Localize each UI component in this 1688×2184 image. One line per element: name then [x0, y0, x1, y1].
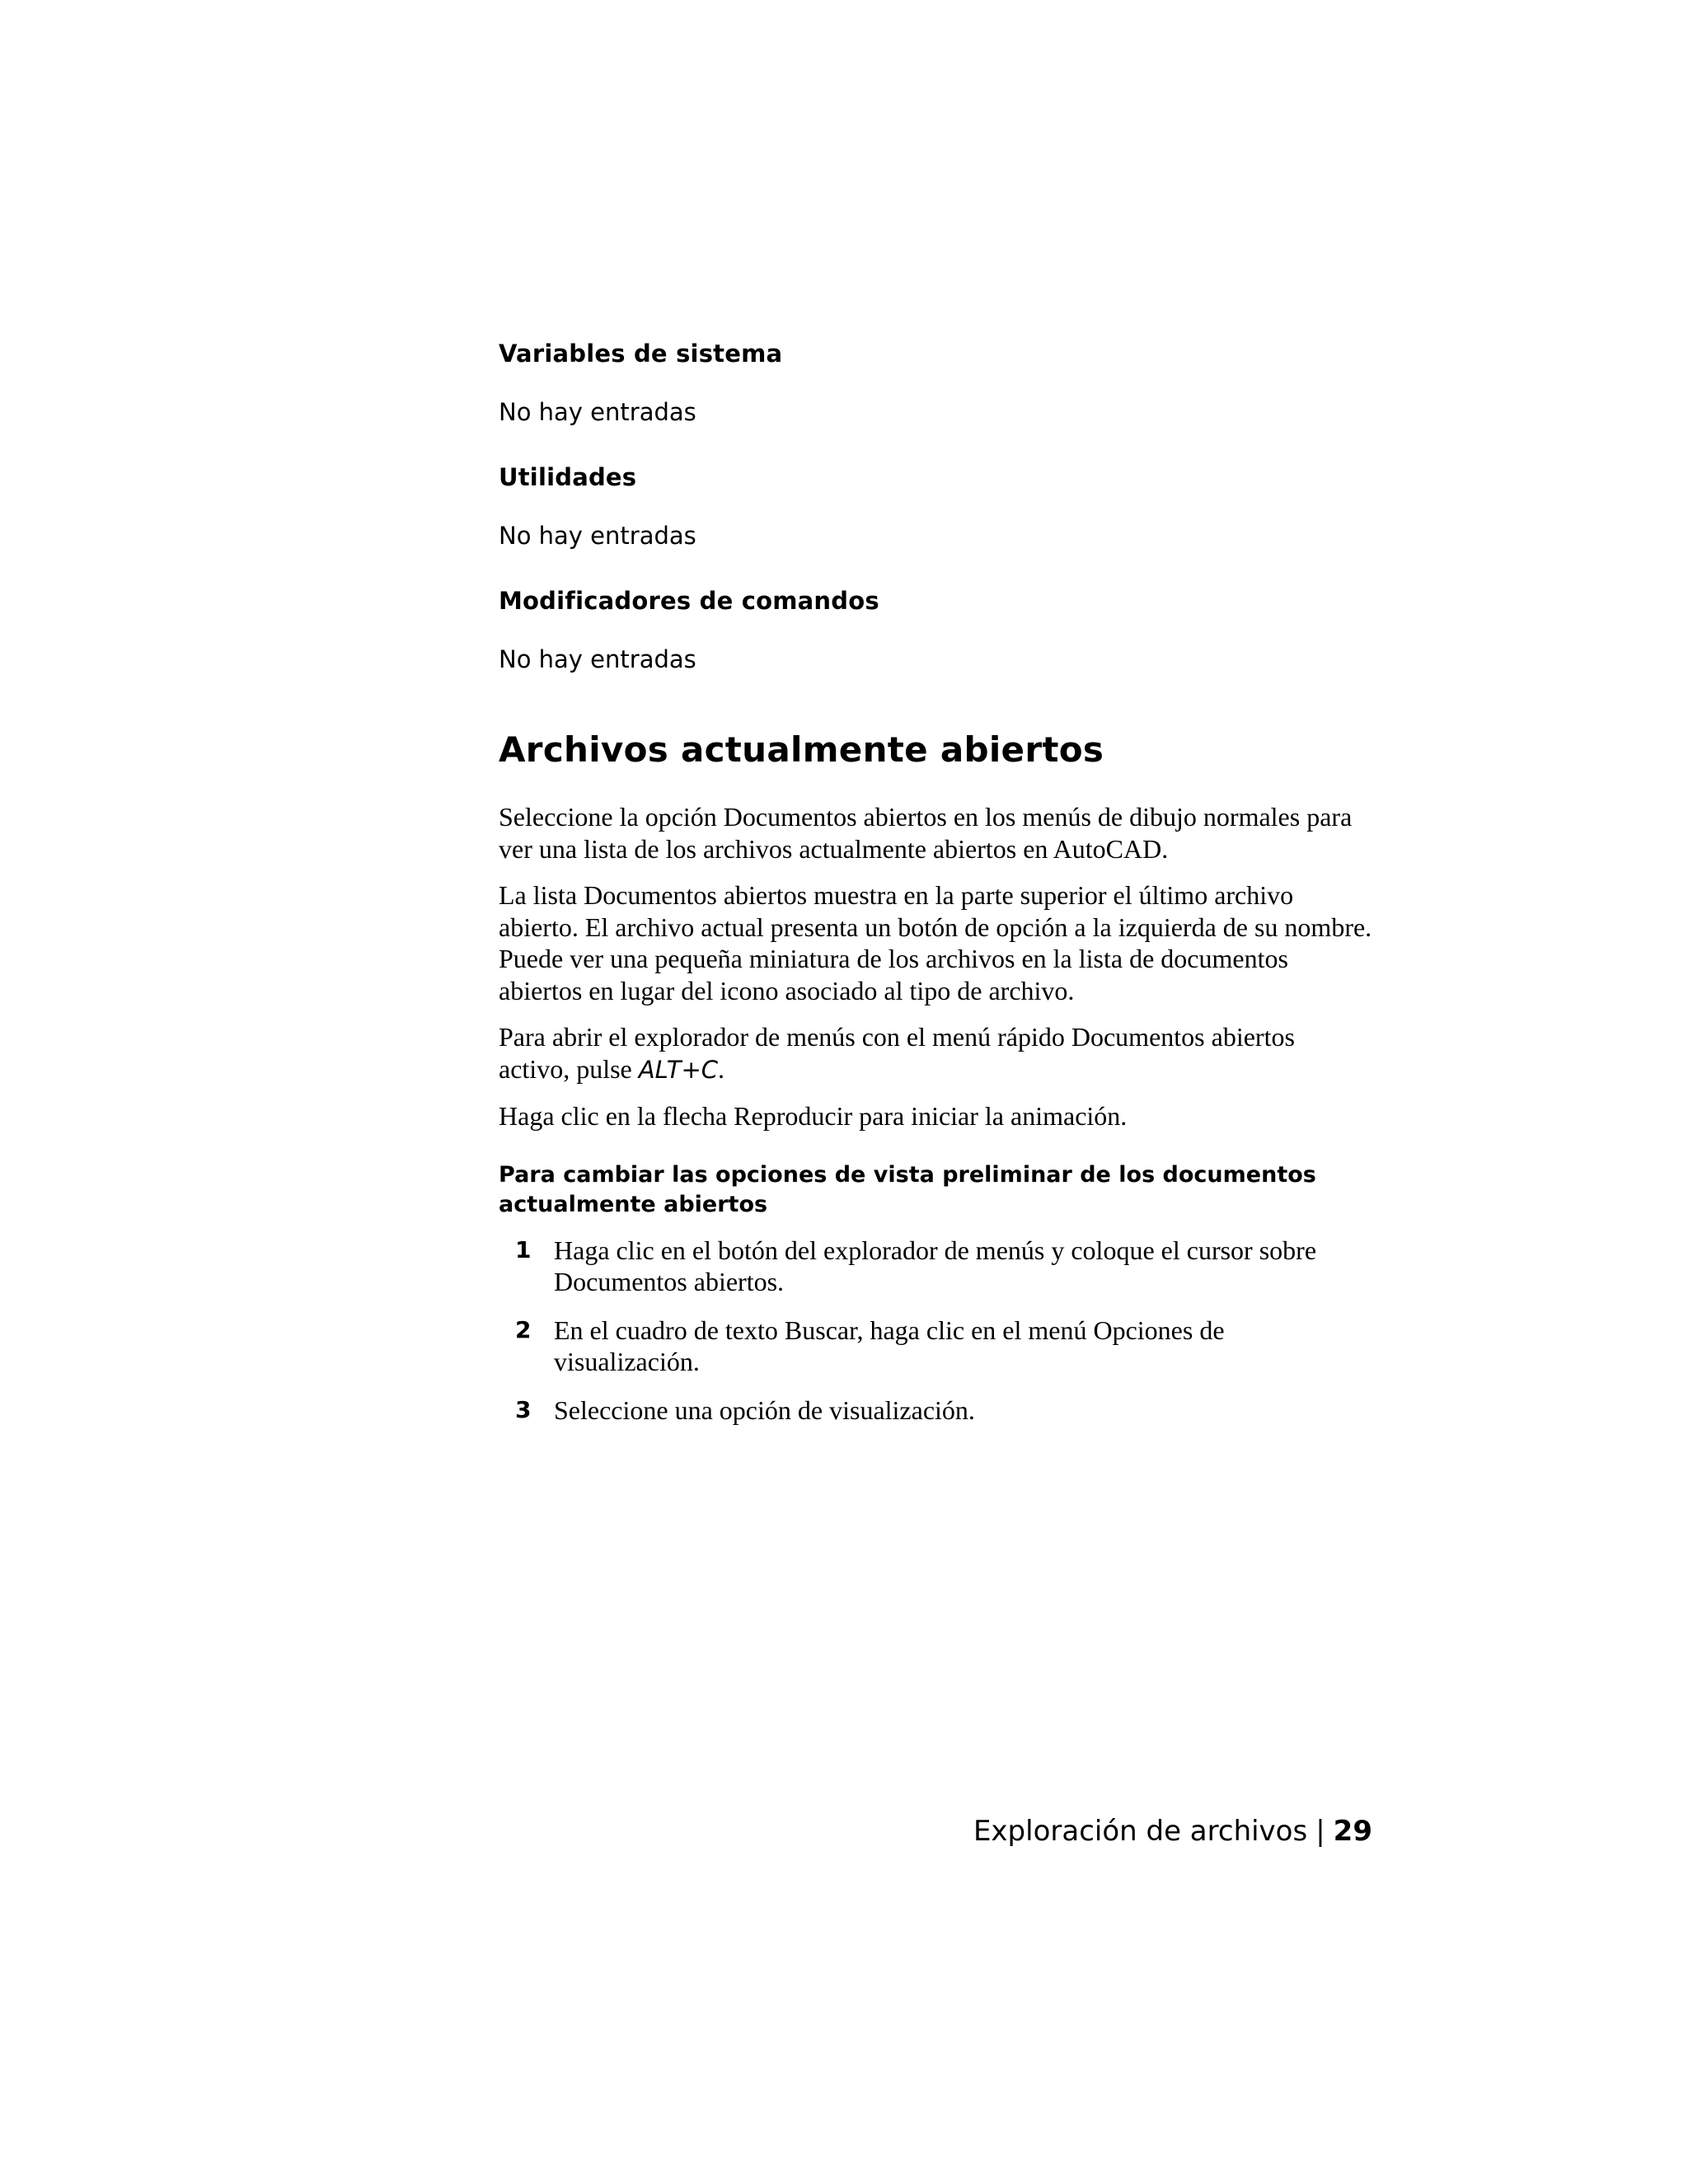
procedure-step	[499, 1315, 1372, 1378]
section-text-system-variables: No hay entradas	[499, 398, 696, 426]
procedure-title: Para cambiar las opciones de vista preliminar de los documentos actualmente abiertos	[499, 1161, 1316, 1217]
shortcut-text-before: Para abrir el explorador de menús con el menú rápido Documentos abiertos activo, pulse	[499, 1022, 1295, 1084]
paragraph-list-description: La lista Documentos abiertos muestra en la parte superior el último archivo abierto. El archivo actual presenta un botón de opción a la izquierda de su nombre. Puede ver una pequeña miniatura de los archivos en la lista de documentos abiertos en lugar del icono asociado al tipo de archivo.	[499, 880, 1372, 1005]
page-footer	[973, 1813, 1372, 1849]
step-number: 1	[515, 1235, 532, 1263]
paragraph-animation: Haga clic en la flecha Reproducir para iniciar la animación.	[499, 1101, 1128, 1131]
paragraph-shortcut	[499, 1021, 1372, 1085]
page-number: 29	[1333, 1815, 1372, 1848]
section-heading-command-modifiers: Modificadores de comandos	[499, 587, 879, 615]
shortcut-text-after: .	[718, 1053, 725, 1084]
keyboard-shortcut: ALT+C	[638, 1055, 719, 1084]
main-heading: Archivos actualmente abiertos	[499, 729, 1104, 770]
paragraph-intro: Seleccione la opción Documentos abiertos en los menús de dibujo normales para ver una lista de los archivos actualmente abiertos en AutoCAD.	[499, 802, 1353, 864]
section-text-utilities: No hay entradas	[499, 522, 696, 550]
procedure-step	[499, 1394, 1372, 1427]
page-content	[499, 338, 1372, 1426]
step-number: 2	[515, 1315, 532, 1343]
procedure-step	[499, 1235, 1372, 1298]
step-text: Seleccione una opción de visualización.	[554, 1394, 975, 1425]
step-text: En el cuadro de texto Buscar, haga clic en el menú Opciones de visualización.	[554, 1315, 1225, 1376]
footer-section-title: Exploración de archivos	[973, 1815, 1308, 1848]
section-text-command-modifiers: No hay entradas	[499, 645, 696, 673]
section-heading-system-variables: Variables de sistema	[499, 340, 783, 368]
section-heading-utilities: Utilidades	[499, 463, 637, 491]
step-number: 3	[515, 1395, 532, 1423]
footer-separator: |	[1315, 1815, 1325, 1848]
step-text: Haga clic en el botón del explorador de menús y coloque el cursor sobre Documentos abiertos.	[554, 1235, 1317, 1296]
